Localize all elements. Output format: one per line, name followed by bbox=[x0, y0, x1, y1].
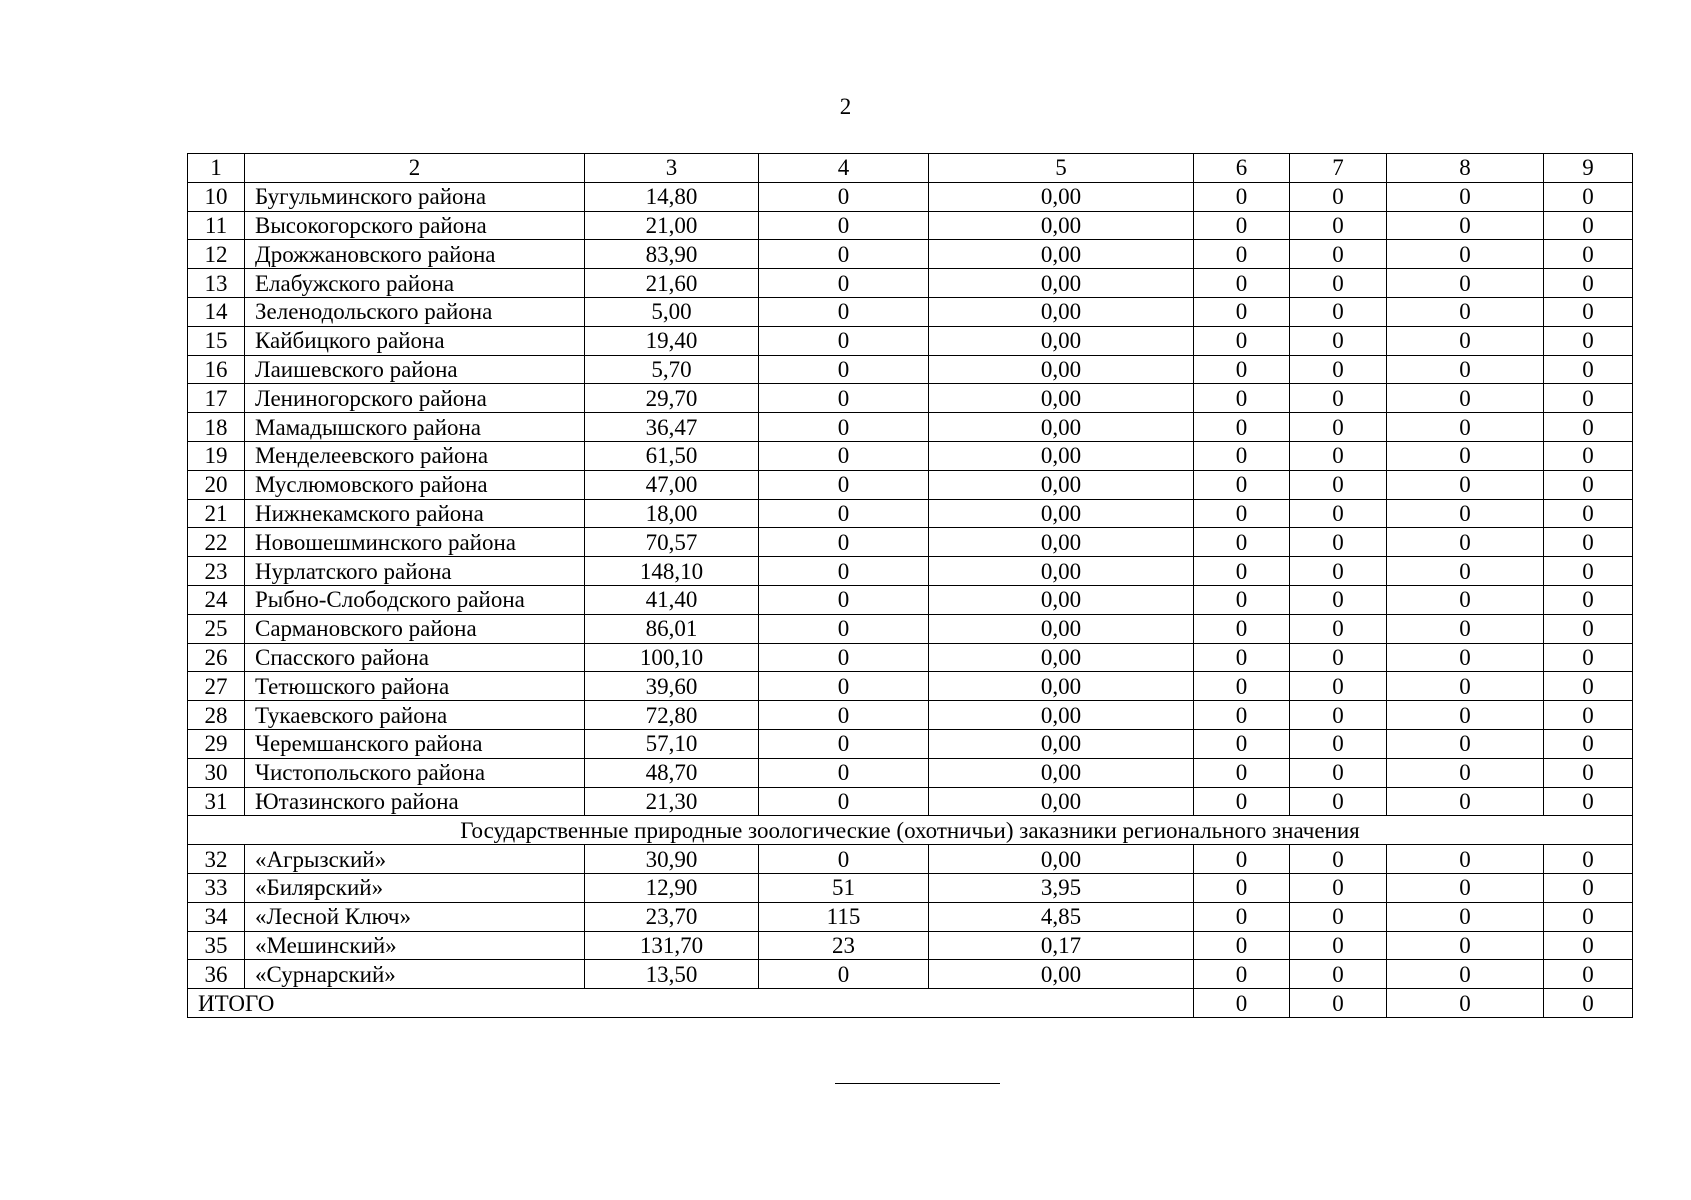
value-cell: 0 bbox=[1544, 413, 1633, 442]
value-cell: 0,00 bbox=[929, 384, 1194, 413]
row-number-cell: 10 bbox=[188, 182, 245, 211]
value-cell: 19,40 bbox=[585, 326, 759, 355]
value-cell: 72,80 bbox=[585, 701, 759, 730]
table-row bbox=[188, 326, 1633, 355]
column-number-cell: 8 bbox=[1387, 154, 1544, 183]
value-cell: 0 bbox=[759, 845, 929, 874]
value-cell: 0 bbox=[1194, 326, 1290, 355]
row-number-cell: 32 bbox=[188, 845, 245, 874]
value-cell: 0 bbox=[1544, 470, 1633, 499]
value-cell: 0 bbox=[1544, 614, 1633, 643]
name-cell: Черемшанского района bbox=[245, 729, 585, 758]
value-cell: 0 bbox=[1544, 902, 1633, 931]
value-cell: 0 bbox=[1544, 355, 1633, 384]
column-number-cell: 3 bbox=[585, 154, 759, 183]
value-cell: 0 bbox=[1290, 931, 1387, 960]
value-cell: 0 bbox=[1194, 528, 1290, 557]
value-cell: 0 bbox=[1544, 729, 1633, 758]
name-cell: Спасского района bbox=[245, 643, 585, 672]
value-cell: 0 bbox=[1544, 931, 1633, 960]
value-cell: 0 bbox=[1194, 960, 1290, 989]
value-cell: 115 bbox=[759, 902, 929, 931]
value-cell: 0,00 bbox=[929, 413, 1194, 442]
table-row bbox=[188, 873, 1633, 902]
value-cell: 0 bbox=[1194, 470, 1290, 499]
column-number-cell: 9 bbox=[1544, 154, 1633, 183]
table-row bbox=[188, 960, 1633, 989]
row-number-cell: 19 bbox=[188, 441, 245, 470]
value-cell: 148,10 bbox=[585, 557, 759, 586]
value-cell: 0 bbox=[1544, 528, 1633, 557]
value-cell: 0 bbox=[1194, 931, 1290, 960]
value-cell: 0 bbox=[1194, 672, 1290, 701]
value-cell: 0 bbox=[1290, 902, 1387, 931]
name-cell: Зеленодольского района bbox=[245, 297, 585, 326]
table-row bbox=[188, 557, 1633, 586]
name-cell: Мамадышского района bbox=[245, 413, 585, 442]
value-cell: 0 bbox=[1290, 845, 1387, 874]
row-number-cell: 16 bbox=[188, 355, 245, 384]
name-cell: Кайбицкого района bbox=[245, 326, 585, 355]
value-cell: 0 bbox=[1290, 182, 1387, 211]
value-cell: 0 bbox=[1387, 297, 1544, 326]
column-number-row bbox=[188, 154, 1633, 183]
value-cell: 0 bbox=[1387, 557, 1544, 586]
row-number-cell: 15 bbox=[188, 326, 245, 355]
value-cell: 0 bbox=[759, 960, 929, 989]
value-cell: 0 bbox=[1194, 499, 1290, 528]
value-cell: 0 bbox=[759, 470, 929, 499]
value-cell: 18,00 bbox=[585, 499, 759, 528]
value-cell: 0 bbox=[1194, 413, 1290, 442]
value-cell: 0 bbox=[1290, 758, 1387, 787]
value-cell: 0 bbox=[1387, 384, 1544, 413]
row-number-cell: 12 bbox=[188, 240, 245, 269]
row-number-cell: 25 bbox=[188, 614, 245, 643]
value-cell: 0 bbox=[1290, 960, 1387, 989]
value-cell: 21,60 bbox=[585, 269, 759, 298]
value-cell: 0 bbox=[1387, 441, 1544, 470]
value-cell: 0 bbox=[1544, 441, 1633, 470]
column-number-cell: 7 bbox=[1290, 154, 1387, 183]
table-row bbox=[188, 182, 1633, 211]
value-cell: 0 bbox=[759, 326, 929, 355]
value-cell: 0 bbox=[759, 787, 929, 816]
value-cell: 0 bbox=[1544, 211, 1633, 240]
value-cell: 0 bbox=[1290, 384, 1387, 413]
total-value-cell: 0 bbox=[1544, 989, 1633, 1018]
value-cell: 0,00 bbox=[929, 585, 1194, 614]
value-cell: 0 bbox=[1544, 585, 1633, 614]
value-cell: 0,00 bbox=[929, 182, 1194, 211]
name-cell: «Лесной Ключ» bbox=[245, 902, 585, 931]
value-cell: 48,70 bbox=[585, 758, 759, 787]
name-cell: Нижнекамского района bbox=[245, 499, 585, 528]
value-cell: 0 bbox=[759, 384, 929, 413]
value-cell: 0 bbox=[1544, 182, 1633, 211]
value-cell: 0 bbox=[1544, 297, 1633, 326]
value-cell: 57,10 bbox=[585, 729, 759, 758]
row-number-cell: 20 bbox=[188, 470, 245, 499]
page-number: 2 bbox=[839, 94, 852, 119]
column-number-cell: 6 bbox=[1194, 154, 1290, 183]
value-cell: 0 bbox=[1544, 672, 1633, 701]
value-cell: 0 bbox=[1194, 297, 1290, 326]
value-cell: 0 bbox=[1290, 729, 1387, 758]
name-cell: Елабужского района bbox=[245, 269, 585, 298]
value-cell: 23,70 bbox=[585, 902, 759, 931]
value-cell: 5,00 bbox=[585, 297, 759, 326]
value-cell: 0 bbox=[1544, 873, 1633, 902]
value-cell: 0 bbox=[1387, 758, 1544, 787]
name-cell: Лениногорского района bbox=[245, 384, 585, 413]
data-table bbox=[187, 153, 1633, 1018]
value-cell: 0,00 bbox=[929, 614, 1194, 643]
value-cell: 0,00 bbox=[929, 441, 1194, 470]
value-cell: 0 bbox=[1290, 557, 1387, 586]
column-number-cell: 1 bbox=[188, 154, 245, 183]
row-number-cell: 29 bbox=[188, 729, 245, 758]
value-cell: 0 bbox=[759, 672, 929, 701]
name-cell: Менделеевского района bbox=[245, 441, 585, 470]
value-cell: 0 bbox=[1544, 326, 1633, 355]
value-cell: 0,00 bbox=[929, 528, 1194, 557]
value-cell: 0 bbox=[1544, 960, 1633, 989]
name-cell: «Сурнарский» bbox=[245, 960, 585, 989]
value-cell: 36,47 bbox=[585, 413, 759, 442]
row-number-cell: 22 bbox=[188, 528, 245, 557]
table-row bbox=[188, 729, 1633, 758]
table-row bbox=[188, 240, 1633, 269]
value-cell: 0 bbox=[759, 297, 929, 326]
value-cell: 0 bbox=[1290, 240, 1387, 269]
value-cell: 0 bbox=[1194, 729, 1290, 758]
value-cell: 0 bbox=[759, 269, 929, 298]
table-row bbox=[188, 470, 1633, 499]
name-cell: Муслюмовского района bbox=[245, 470, 585, 499]
table-row bbox=[188, 585, 1633, 614]
value-cell: 0,00 bbox=[929, 787, 1194, 816]
table-row bbox=[188, 441, 1633, 470]
value-cell: 0 bbox=[1290, 269, 1387, 298]
value-cell: 0 bbox=[1387, 355, 1544, 384]
value-cell: 0 bbox=[1194, 585, 1290, 614]
table-row bbox=[188, 643, 1633, 672]
value-cell: 0 bbox=[1387, 182, 1544, 211]
value-cell: 0 bbox=[1544, 269, 1633, 298]
value-cell: 0 bbox=[1290, 211, 1387, 240]
value-cell: 0 bbox=[1387, 269, 1544, 298]
value-cell: 0,00 bbox=[929, 240, 1194, 269]
name-cell: Тетюшского района bbox=[245, 672, 585, 701]
value-cell: 0 bbox=[759, 211, 929, 240]
value-cell: 0 bbox=[759, 499, 929, 528]
value-cell: 0 bbox=[1544, 845, 1633, 874]
value-cell: 0 bbox=[1194, 240, 1290, 269]
name-cell: Лаишевского района bbox=[245, 355, 585, 384]
column-number-cell: 2 bbox=[245, 154, 585, 183]
value-cell: 0 bbox=[759, 413, 929, 442]
table-body bbox=[188, 154, 1633, 1018]
table-row bbox=[188, 297, 1633, 326]
value-cell: 0 bbox=[1290, 297, 1387, 326]
value-cell: 0 bbox=[1290, 470, 1387, 499]
value-cell: 83,90 bbox=[585, 240, 759, 269]
value-cell: 0 bbox=[1194, 845, 1290, 874]
value-cell: 0 bbox=[1290, 326, 1387, 355]
name-cell: Нурлатского района bbox=[245, 557, 585, 586]
row-number-cell: 13 bbox=[188, 269, 245, 298]
value-cell: 0 bbox=[1194, 441, 1290, 470]
value-cell: 86,01 bbox=[585, 614, 759, 643]
name-cell: Рыбно-Слободского района bbox=[245, 585, 585, 614]
value-cell: 0 bbox=[1194, 701, 1290, 730]
value-cell: 0 bbox=[759, 614, 929, 643]
table-row bbox=[188, 931, 1633, 960]
value-cell: 0 bbox=[1387, 643, 1544, 672]
value-cell: 0 bbox=[1194, 557, 1290, 586]
value-cell: 0 bbox=[759, 701, 929, 730]
value-cell: 0 bbox=[1387, 960, 1544, 989]
value-cell: 0 bbox=[1290, 614, 1387, 643]
value-cell: 0 bbox=[1387, 614, 1544, 643]
row-number-cell: 11 bbox=[188, 211, 245, 240]
row-number-cell: 34 bbox=[188, 902, 245, 931]
value-cell: 0,00 bbox=[929, 470, 1194, 499]
total-row bbox=[188, 989, 1633, 1018]
value-cell: 21,30 bbox=[585, 787, 759, 816]
value-cell: 0 bbox=[1544, 787, 1633, 816]
value-cell: 0 bbox=[1544, 701, 1633, 730]
name-cell: Новошешминского района bbox=[245, 528, 585, 557]
name-cell: Чистопольского района bbox=[245, 758, 585, 787]
row-number-cell: 24 bbox=[188, 585, 245, 614]
value-cell: 0 bbox=[759, 585, 929, 614]
value-cell: 29,70 bbox=[585, 384, 759, 413]
row-number-cell: 17 bbox=[188, 384, 245, 413]
value-cell: 0 bbox=[759, 355, 929, 384]
value-cell: 0 bbox=[1387, 211, 1544, 240]
value-cell: 0 bbox=[1290, 355, 1387, 384]
row-number-cell: 18 bbox=[188, 413, 245, 442]
value-cell: 0,00 bbox=[929, 211, 1194, 240]
value-cell: 39,60 bbox=[585, 672, 759, 701]
name-cell: Ютазинского района bbox=[245, 787, 585, 816]
value-cell: 51 bbox=[759, 873, 929, 902]
value-cell: 13,50 bbox=[585, 960, 759, 989]
table-row bbox=[188, 384, 1633, 413]
value-cell: 0 bbox=[1290, 528, 1387, 557]
table-row bbox=[188, 528, 1633, 557]
value-cell: 0 bbox=[1544, 758, 1633, 787]
value-cell: 0 bbox=[1290, 787, 1387, 816]
row-number-cell: 31 bbox=[188, 787, 245, 816]
name-cell: «Агрызский» bbox=[245, 845, 585, 874]
value-cell: 61,50 bbox=[585, 441, 759, 470]
value-cell: 70,57 bbox=[585, 528, 759, 557]
column-number-cell: 4 bbox=[759, 154, 929, 183]
row-number-cell: 21 bbox=[188, 499, 245, 528]
value-cell: 0 bbox=[1290, 413, 1387, 442]
table-row bbox=[188, 614, 1633, 643]
value-cell: 0 bbox=[1544, 643, 1633, 672]
value-cell: 0 bbox=[1194, 269, 1290, 298]
name-cell: Дрожжановского района bbox=[245, 240, 585, 269]
value-cell: 0 bbox=[1194, 902, 1290, 931]
row-number-cell: 33 bbox=[188, 873, 245, 902]
value-cell: 0 bbox=[1194, 643, 1290, 672]
value-cell: 21,00 bbox=[585, 211, 759, 240]
value-cell: 0 bbox=[1194, 355, 1290, 384]
table-row bbox=[188, 355, 1633, 384]
table-row bbox=[188, 269, 1633, 298]
value-cell: 0 bbox=[1290, 672, 1387, 701]
value-cell: 0,00 bbox=[929, 701, 1194, 730]
value-cell: 0 bbox=[1194, 787, 1290, 816]
value-cell: 0 bbox=[1387, 787, 1544, 816]
total-label: ИТОГО bbox=[188, 989, 1194, 1018]
value-cell: 0 bbox=[1544, 499, 1633, 528]
value-cell: 5,70 bbox=[585, 355, 759, 384]
value-cell: 0 bbox=[1387, 931, 1544, 960]
value-cell: 0 bbox=[1387, 413, 1544, 442]
value-cell: 0 bbox=[1194, 211, 1290, 240]
section-heading: Государственные природные зоологические (охотничьи) заказники регионального значения bbox=[188, 816, 1633, 845]
value-cell: 12,90 bbox=[585, 873, 759, 902]
table-row bbox=[188, 499, 1633, 528]
value-cell: 0 bbox=[759, 441, 929, 470]
table-row bbox=[188, 672, 1633, 701]
value-cell: 0 bbox=[759, 643, 929, 672]
name-cell: Сармановского района bbox=[245, 614, 585, 643]
value-cell: 100,10 bbox=[585, 643, 759, 672]
value-cell: 0 bbox=[1387, 902, 1544, 931]
value-cell: 0,00 bbox=[929, 499, 1194, 528]
value-cell: 4,85 bbox=[929, 902, 1194, 931]
value-cell: 0 bbox=[1387, 701, 1544, 730]
table-row bbox=[188, 701, 1633, 730]
value-cell: 0 bbox=[1290, 873, 1387, 902]
value-cell: 0,00 bbox=[929, 758, 1194, 787]
row-number-cell: 35 bbox=[188, 931, 245, 960]
value-cell: 131,70 bbox=[585, 931, 759, 960]
table-row bbox=[188, 787, 1633, 816]
table-row bbox=[188, 211, 1633, 240]
value-cell: 0 bbox=[1194, 614, 1290, 643]
value-cell: 0,00 bbox=[929, 643, 1194, 672]
table-row bbox=[188, 902, 1633, 931]
value-cell: 0 bbox=[1387, 845, 1544, 874]
value-cell: 23 bbox=[759, 931, 929, 960]
value-cell: 14,80 bbox=[585, 182, 759, 211]
total-value-cell: 0 bbox=[1290, 989, 1387, 1018]
value-cell: 0 bbox=[1387, 528, 1544, 557]
value-cell: 47,00 bbox=[585, 470, 759, 499]
row-number-cell: 28 bbox=[188, 701, 245, 730]
total-value-cell: 0 bbox=[1194, 989, 1290, 1018]
value-cell: 0 bbox=[1290, 441, 1387, 470]
value-cell: 41,40 bbox=[585, 585, 759, 614]
value-cell: 0 bbox=[1544, 240, 1633, 269]
value-cell: 0 bbox=[1387, 729, 1544, 758]
name-cell: Бугульминского района bbox=[245, 182, 585, 211]
value-cell: 0 bbox=[1290, 499, 1387, 528]
value-cell: 0,00 bbox=[929, 297, 1194, 326]
table-row bbox=[188, 413, 1633, 442]
row-number-cell: 26 bbox=[188, 643, 245, 672]
row-number-cell: 14 bbox=[188, 297, 245, 326]
value-cell: 0 bbox=[1194, 873, 1290, 902]
table-row bbox=[188, 758, 1633, 787]
value-cell: 0,00 bbox=[929, 960, 1194, 989]
value-cell: 0 bbox=[1290, 701, 1387, 730]
total-value-cell: 0 bbox=[1387, 989, 1544, 1018]
row-number-cell: 23 bbox=[188, 557, 245, 586]
value-cell: 0 bbox=[759, 758, 929, 787]
row-number-cell: 36 bbox=[188, 960, 245, 989]
value-cell: 0 bbox=[1387, 240, 1544, 269]
value-cell: 0 bbox=[1194, 182, 1290, 211]
table-row bbox=[188, 845, 1633, 874]
section-heading-row bbox=[188, 816, 1633, 845]
value-cell: 0,17 bbox=[929, 931, 1194, 960]
value-cell: 0 bbox=[1387, 326, 1544, 355]
row-number-cell: 30 bbox=[188, 758, 245, 787]
name-cell: «Мешинский» bbox=[245, 931, 585, 960]
value-cell: 0,00 bbox=[929, 557, 1194, 586]
value-cell: 30,90 bbox=[585, 845, 759, 874]
value-cell: 0,00 bbox=[929, 355, 1194, 384]
value-cell: 0 bbox=[759, 557, 929, 586]
name-cell: Высокогорского района bbox=[245, 211, 585, 240]
value-cell: 0 bbox=[1387, 873, 1544, 902]
value-cell: 0 bbox=[759, 729, 929, 758]
value-cell: 3,95 bbox=[929, 873, 1194, 902]
value-cell: 0 bbox=[1544, 557, 1633, 586]
row-number-cell: 27 bbox=[188, 672, 245, 701]
name-cell: «Билярский» bbox=[245, 873, 585, 902]
name-cell: Тукаевского района bbox=[245, 701, 585, 730]
value-cell: 0 bbox=[1290, 585, 1387, 614]
value-cell: 0 bbox=[759, 182, 929, 211]
value-cell: 0,00 bbox=[929, 729, 1194, 758]
value-cell: 0 bbox=[1387, 585, 1544, 614]
column-number-cell: 5 bbox=[929, 154, 1194, 183]
value-cell: 0 bbox=[759, 528, 929, 557]
value-cell: 0,00 bbox=[929, 672, 1194, 701]
value-cell: 0 bbox=[1387, 499, 1544, 528]
value-cell: 0,00 bbox=[929, 326, 1194, 355]
value-cell: 0 bbox=[1387, 470, 1544, 499]
closing-line bbox=[835, 1083, 1000, 1084]
value-cell: 0 bbox=[759, 240, 929, 269]
value-cell: 0 bbox=[1544, 384, 1633, 413]
value-cell: 0,00 bbox=[929, 269, 1194, 298]
value-cell: 0,00 bbox=[929, 845, 1194, 874]
value-cell: 0 bbox=[1387, 672, 1544, 701]
value-cell: 0 bbox=[1194, 758, 1290, 787]
value-cell: 0 bbox=[1290, 643, 1387, 672]
value-cell: 0 bbox=[1194, 384, 1290, 413]
